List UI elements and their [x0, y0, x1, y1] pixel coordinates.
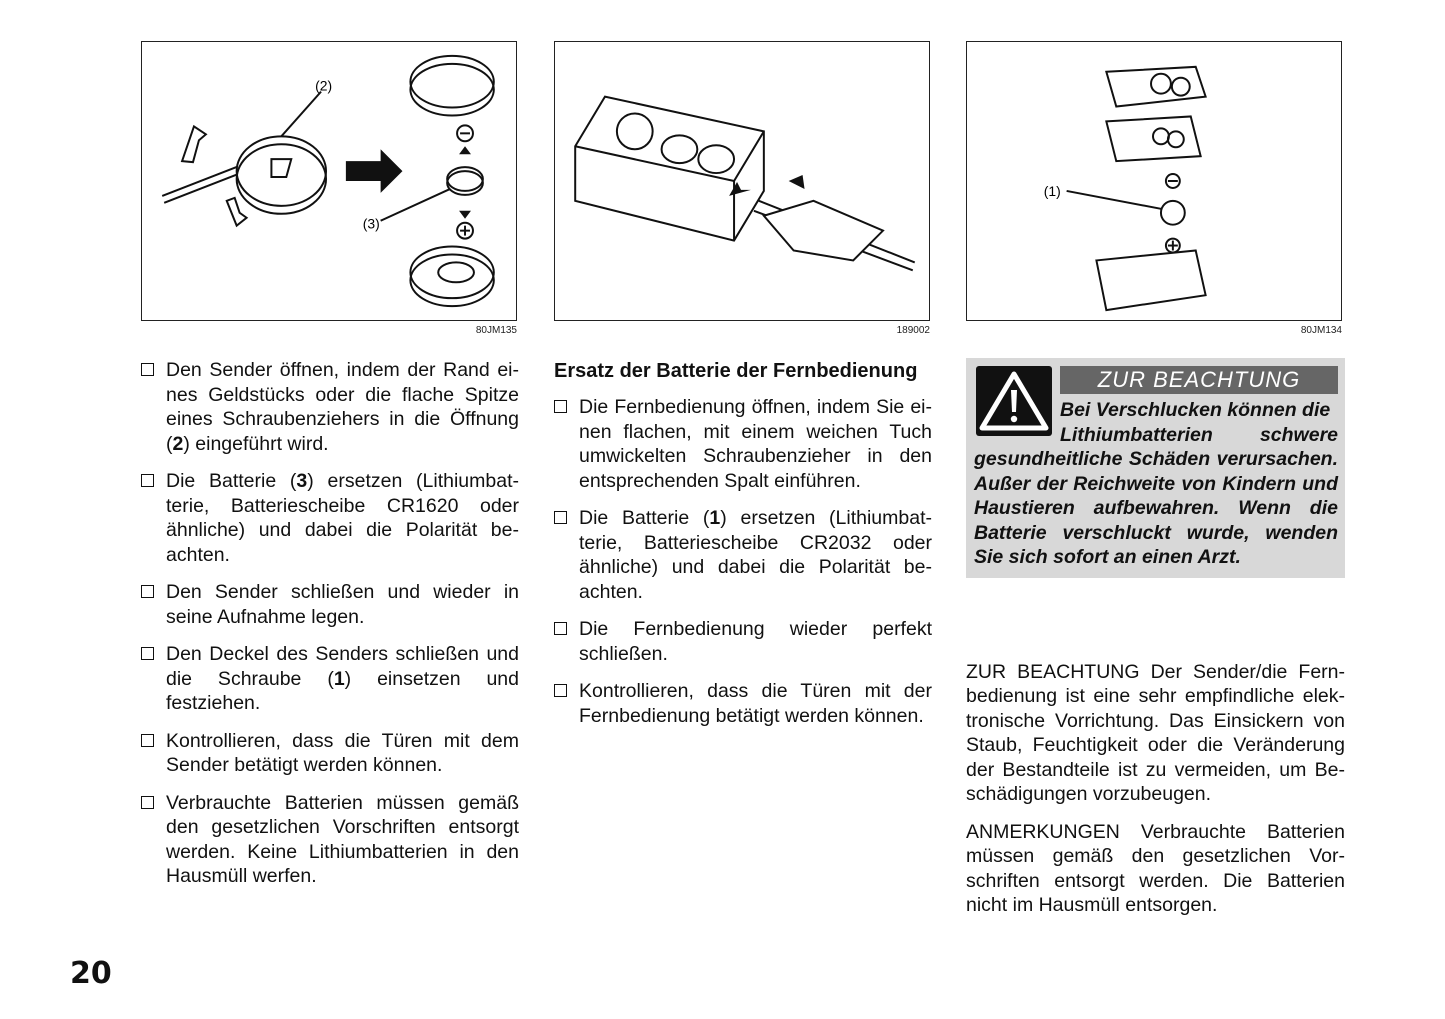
note-remarks-label: ANMERKUNGEN	[966, 820, 1120, 843]
list-item	[141, 469, 519, 567]
warning-box	[966, 358, 1345, 578]
label-1: (1)	[1043, 182, 1061, 199]
checkbox-bullet-icon	[554, 684, 567, 697]
figure-code-3: 80JM134	[1300, 325, 1342, 336]
remote-bottom-shell	[1096, 251, 1205, 311]
checkbox-bullet-icon	[141, 796, 154, 809]
list-item-text: Den Deckel des Senders schließen und die Schraube (	[166, 643, 519, 690]
list-item	[554, 617, 932, 666]
checkbox-bullet-icon	[554, 511, 567, 524]
figure-sender-battery	[141, 41, 517, 321]
list-item	[554, 679, 932, 728]
warning-text	[974, 398, 1338, 570]
list-item	[554, 506, 932, 604]
checkbox-bullet-icon	[141, 474, 154, 487]
instructions-column-2	[554, 358, 932, 741]
sender-diagram	[142, 42, 516, 320]
list-item-text: Den Sender öffnen, indem der Rand eines Geldstücks oder die flache Spitze eines Schraubenziehers in die Öffnung (	[166, 359, 519, 455]
checkbox-bullet-icon	[141, 647, 154, 660]
label-2: (2)	[315, 77, 333, 94]
list-item-text: Die Batterie (	[579, 507, 710, 529]
list-item-text: ) ersetzen (Lithiumbatterie, Batteriescheibe CR1620 oder ähnliche) und dabei die Polarität beachten.	[166, 470, 519, 566]
remote-diagram	[555, 42, 929, 320]
warning-line-2: Lithiumbatterien schwere	[1060, 423, 1338, 446]
note-remarks-text: Verbrauchte Batterien müssen gemäß den gesetzlichen Vorschriften entsorgt werden. Die Batterien nicht im Hausmüll entsorgen.	[966, 820, 1345, 916]
battery-icon	[1161, 201, 1185, 225]
list-item-text: Die Fernbedienung öffnen, indem Sie einen flachen, mit einem weichen Tuch umwickelten Schraubenzieher in den entsprechenden Spalt einführen.	[579, 396, 932, 492]
checkbox-bullet-icon	[554, 622, 567, 635]
list-item-text: Kontrollieren, dass die Türen mit der Fernbedienung betätigt werden können.	[579, 680, 932, 727]
list-item-text: Kontrollieren, dass die Türen mit dem Sender betätigt werden können.	[166, 729, 519, 776]
list-item-text: ) ersetzen (Lithiumbatterie, Batteriescheibe CR2032 oder ähnliche) und dabei die Polarität beachten.	[579, 507, 932, 603]
reference-number: 1	[333, 667, 345, 690]
remote-exploded-diagram	[967, 42, 1341, 320]
list-item	[141, 791, 519, 889]
figure-code-1: 80JM135	[475, 325, 517, 336]
warning-title: ZUR BEACHTUNG	[1060, 366, 1338, 394]
figure-remote-open	[554, 41, 930, 321]
arrow-up-icon	[182, 126, 206, 162]
section-heading: Ersatz der Batterie der Fernbedienung	[554, 360, 918, 382]
list-item-text: Verbrauchte Batterien müssen gemäß den gesetzlichen Vorschriften entsorgt werden. Keine Lithiumbatterien in den Hausmüll werfen.	[166, 791, 519, 887]
list-item	[141, 729, 519, 778]
figure-remote-battery	[966, 41, 1342, 321]
sender-body	[237, 136, 326, 206]
instructions-column-1	[141, 358, 519, 902]
list-item	[554, 395, 932, 493]
list-item	[141, 358, 519, 456]
reference-number: 1	[709, 507, 721, 529]
arrow-right-icon	[346, 149, 403, 193]
checkbox-bullet-icon	[141, 734, 154, 747]
warning-line-rest: gesundheitliche Schäden verursachen. Außer der Reichweite von Kindern und Haustieren aufbewahren. Wenn die Batterie verschluckt wurde, wenden Sie sich sofort an einen Arzt.	[974, 448, 1338, 568]
reference-number: 2	[172, 432, 184, 455]
list-item	[141, 580, 519, 629]
list-item-text: Den Sender schließen und wieder in seine Aufnahme legen.	[166, 581, 519, 628]
list-item	[141, 642, 519, 716]
checkbox-bullet-icon	[141, 585, 154, 598]
figure-code-2: 189002	[896, 325, 930, 336]
note-care-text: Der Sender/die Fernbedienung ist eine sehr empfindliche elektronische Vorrichtung. Das Einsickern von Staub, Feuchtigkeit oder die Veränderung der Bestandteile ist zu vermeiden, um Beschädigungen vorzubeugen.	[966, 660, 1345, 805]
checkbox-bullet-icon	[141, 363, 154, 376]
arrow-down-icon	[227, 198, 247, 226]
note-care	[966, 660, 1345, 807]
remote-body	[575, 97, 764, 241]
list-item-text: Die Batterie (	[166, 470, 297, 492]
reference-number: 3	[296, 470, 308, 492]
page-number: 20	[70, 956, 112, 991]
note-remarks	[966, 820, 1345, 918]
note-care-label: ZUR BEACHTUNG	[966, 660, 1140, 683]
warning-line-1: Bei Verschlucken können die	[1060, 399, 1331, 421]
label-3: (3)	[362, 215, 380, 232]
list-item-text: ) eingeführt wird.	[183, 432, 329, 455]
list-item-text: Die Fernbedienung wieder perfekt schließen.	[579, 618, 932, 665]
arrow-icon-2	[789, 175, 805, 189]
list-item-text: ) einsetzen und festziehen.	[166, 667, 519, 714]
checkbox-bullet-icon	[554, 400, 567, 413]
